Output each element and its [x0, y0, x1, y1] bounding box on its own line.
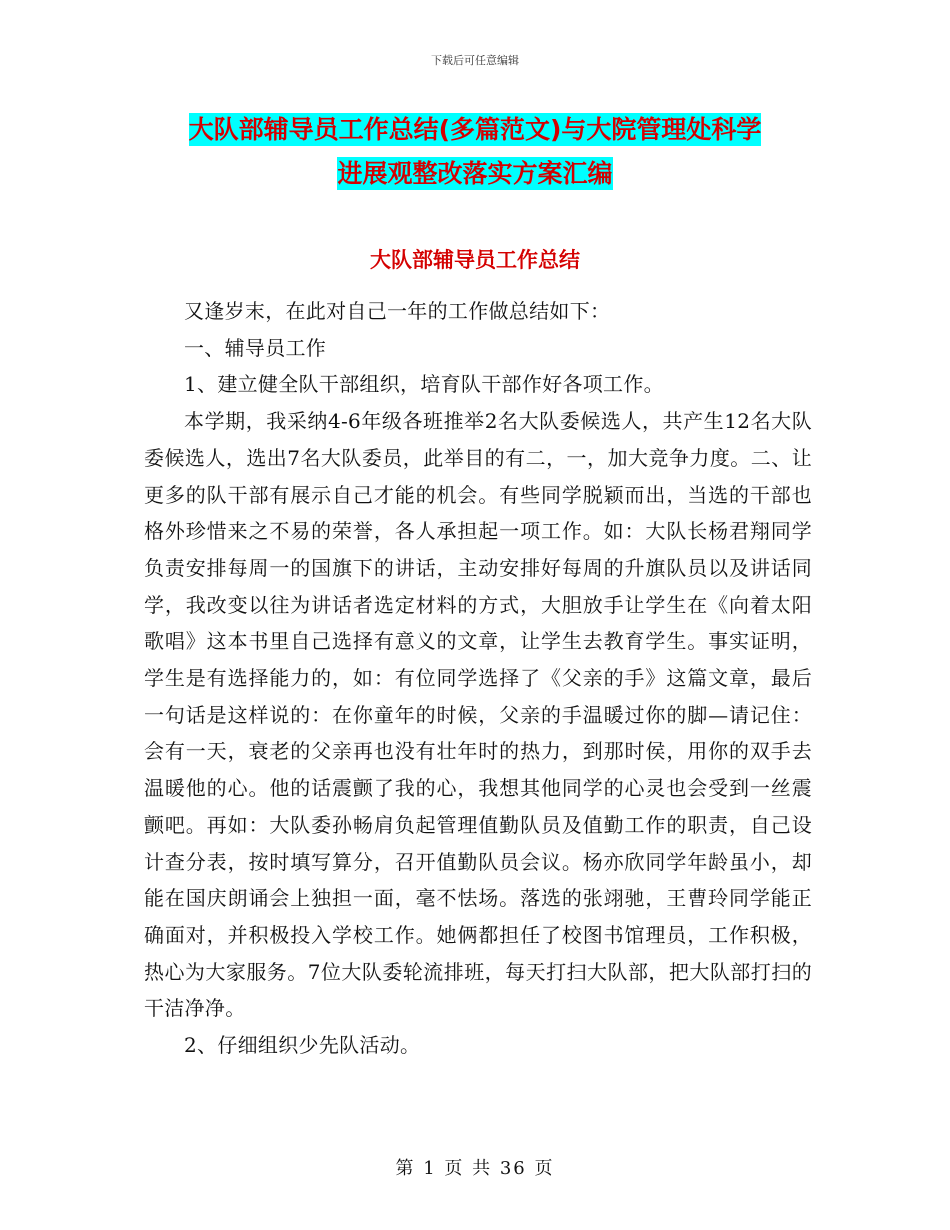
document-title-line-1 [0, 110, 950, 150]
paragraph-subheading-1: 1、建立健全队干部组织，培育队干部作好各项工作。 [184, 372, 664, 397]
paragraph-intro: 又逢岁末，在此对自己一年的工作做总结如下： [184, 299, 611, 323]
paragraph-main: 本学期，我采纳4-6年级各班推举2名大队委候选人，共产生12名大队委候选人，选出7名大队委员，此举目的有二，一，加大竞争力度。二、让更多的队干部有展示自己才能的机会。有些同学脱颖而出，当选的干部也格外珍惜来之不易的荣誉，各人承担起一项工作。如：大队长杨君翔同学负责安排每周一的国旗下的讲话，主动安排好每周的升旗队员以及讲话同学，我改变以往为讲话者选定材料的方式，大胆放手让学生在《向着太阳歌唱》这本书里自己选择有意义的文章，让学生去教育学生。事实证明，学生是有选择能力的，如：有位同学选择了《父亲的手》这篇文章，最后一句话是这样说的：在你童年的时候，父亲的手温暖过你的脚—请记住：会有一天，衰老的父亲再也没有壮年时的热力，到那时侯，用你的双手去温暖他的心。他的话震颤了我的心，我想其他同学的心灵也会受到一丝震颤吧。再如：大队委孙畅肩负起管理值勤队员及值勤工作的职责，自己设计查分表，按时填写算分，召开值勤队员会议。杨亦欣同学年龄虽小，却能在国庆朗诵会上独担一面，毫不怯场。落选的张翊驰，王曹玲同学能正确面对，并积极投入学校工作。她俩都担任了校图书馆理员，工作积极，热心为大家服务。7位大队委轮流排班，每天打扫大队部，把大队部打扫的干洁净净。 [144, 409, 812, 1021]
paragraph-heading-1: 一、辅导员工作 [184, 335, 327, 360]
title-highlight-2: 进展观整改落实方案汇编 [337, 159, 613, 188]
paragraph-subheading-2: 2、仔细组织少先队活动。 [184, 1033, 421, 1058]
title-highlight-1: 大队部辅导员工作总结(多篇范文)与大院管理处科学 [188, 115, 762, 144]
page-footer: 第 1 页 共 36 页 [395, 1158, 555, 1179]
body-text [144, 293, 812, 1064]
document-title-line-2 [0, 154, 950, 194]
header-note: 下载后可任意编辑 [431, 54, 519, 67]
section-heading: 大队部辅导员工作总结 [370, 248, 580, 272]
